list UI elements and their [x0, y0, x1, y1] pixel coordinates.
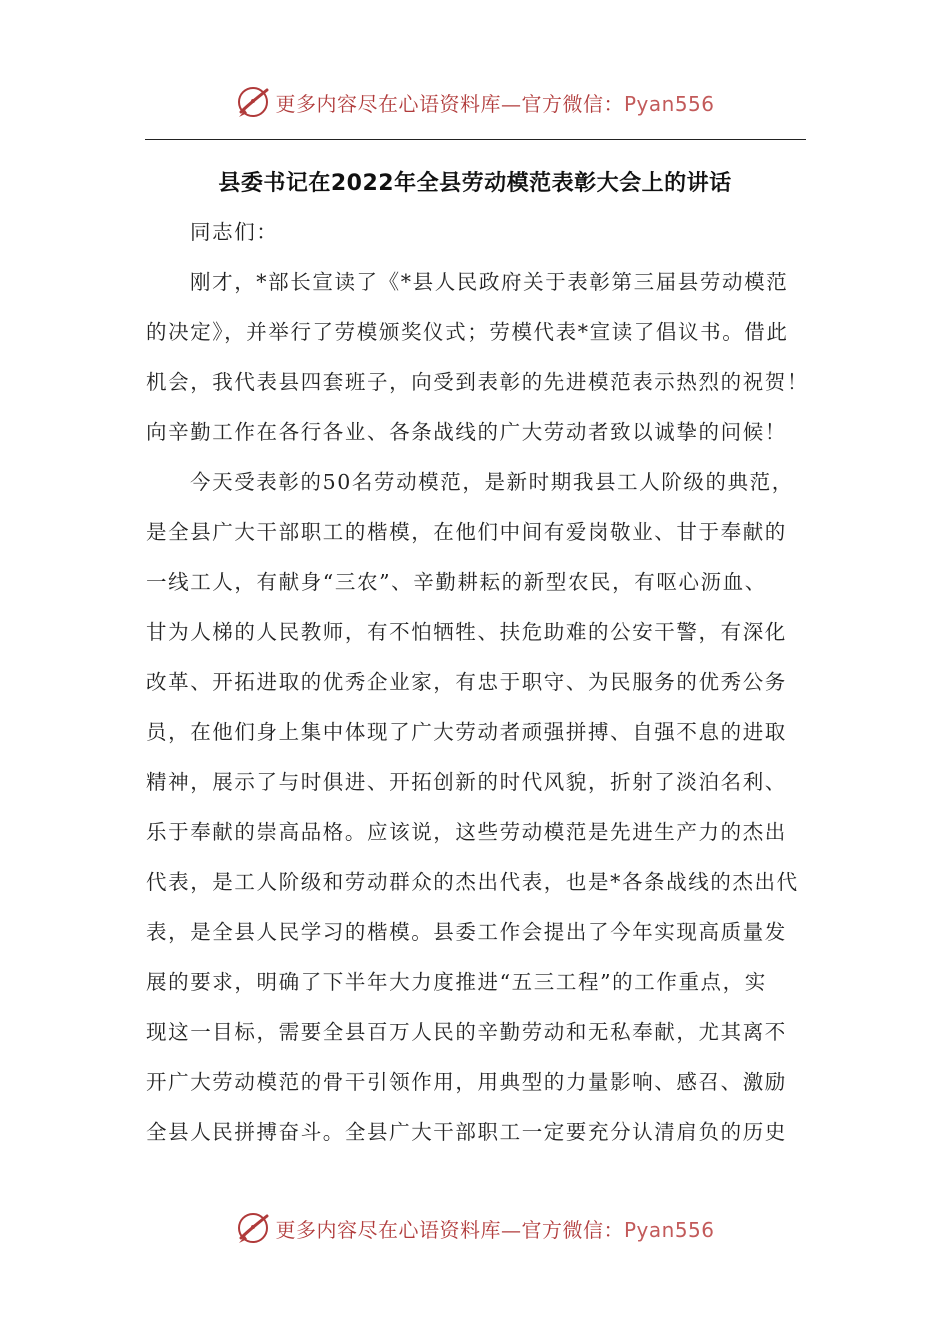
- text-line: 机会，我代表县四套班子，向受到表彰的先进模范表示热烈的祝贺！: [146, 370, 809, 394]
- text-line: 展的要求，明确了下半年大力度推进“五三工程”的工作重点，实: [146, 970, 767, 994]
- page-title: 县委书记在2022年全县劳动模范表彰大会上的讲话: [218, 171, 732, 196]
- text-line: 员，在他们身上集中体现了广大劳动者顽强拼搏、自强不息的进取: [146, 720, 787, 744]
- header-banner-text: 更多内容尽在心语资料库—官方微信：Pyan556: [275, 91, 715, 116]
- text-line: 开广大劳动模范的骨干引领作用，用典型的力量影响、感召、激励: [146, 1070, 787, 1094]
- text-line: 全县人民拼搏奋斗。全县广大干部职工一定要充分认清肩负的历史: [146, 1120, 787, 1144]
- footer-wechat-id: Pyan556: [623, 1217, 715, 1242]
- text-line: 同志们：: [190, 220, 279, 244]
- text-line: 的决定》，并举行了劳模颁奖仪式；劳模代表*宣读了倡议书。借此: [146, 320, 789, 344]
- text-line: 现这一目标，需要全县百万人民的辛勤劳动和无私奉献，尤其离不: [146, 1020, 787, 1044]
- document-body: [146, 207, 809, 1157]
- header-banner: [0, 80, 950, 124]
- text-line: 甘为人梯的人民教师，有不怕牺牲、扶危助难的公安干警，有深化: [146, 620, 787, 644]
- text-line: 今天受表彰的50名劳动模范，是新时期我县工人阶级的典范，: [190, 470, 794, 494]
- header-wechat-id: Pyan556: [623, 91, 715, 116]
- text-line: 刚才，*部长宣读了《*县人民政府关于表彰第三届县劳动模范: [190, 270, 789, 294]
- text-line: 代表，是工人阶级和劳动群众的杰出代表，也是*各条战线的杰出代: [146, 870, 799, 894]
- text-line: 向辛勤工作在各行各业、各条战线的广大劳动者致以诚挚的问候！: [146, 420, 787, 444]
- footer-banner-text: 更多内容尽在心语资料库—官方微信：Pyan556: [275, 1217, 715, 1242]
- text-line: 表，是全县人民学习的楷模。县委工作会提出了今年实现高质量发: [146, 920, 787, 944]
- text-line: 改革、开拓进取的优秀企业家，有忠于职守、为民服务的优秀公务: [146, 670, 787, 694]
- text-line: 乐于奉献的崇高品格。应该说，这些劳动模范是先进生产力的杰出: [146, 820, 787, 844]
- text-line: 是全县广大干部职工的楷模，在他们中间有爱岗敬业、甘于奉献的: [146, 520, 787, 544]
- pen-nib-logo-icon: [235, 84, 271, 120]
- pen-nib-logo-icon: [235, 1210, 271, 1246]
- header-divider: [145, 139, 806, 140]
- text-line: 精神，展示了与时俱进、开拓创新的时代风貌，折射了淡泊名利、: [146, 770, 787, 794]
- text-line: 一线工人，有献身“三农”、辛勤耕耘的新型农民，有呕心沥血、: [146, 570, 767, 594]
- footer-banner: [0, 1206, 950, 1250]
